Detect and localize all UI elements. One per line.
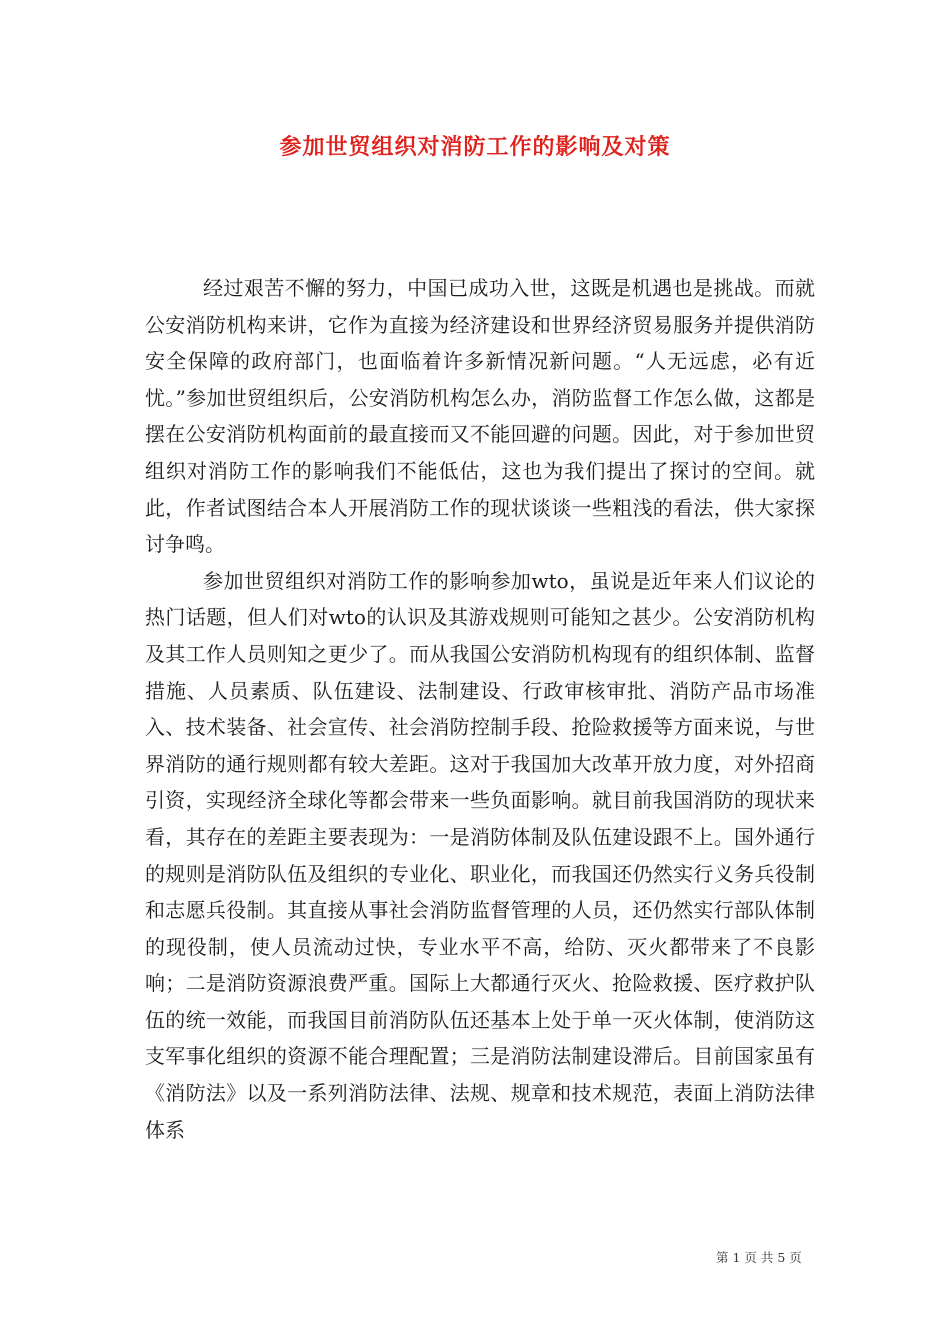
page-number: 第 1 页 共 5 页: [716, 1250, 802, 1265]
paragraph: 参加世贸组织对消防工作的影响参加wto，虽说是近年来人们议论的热门话题，但人们对wto的认识及其游戏规则可能知之甚少。公安消防机构及其工作人员则知之更少了。而从我国公安消防机构现有的组织体制、监督措施、人员素质、队伍建设、法制建设、行政审核审批、消防产品市场准入、技术装备、社会宣传、社会消防控制手段、抢险救援等方面来说，与世界消防的通行规则都有较大差距。这对于我国加大改革开放力度，对外招商引资，实现经济全球化等都会带来一些负面影响。就目前我国消防的现状来看，其存在的差距主要表现为：一是消防体制及队伍建设跟不上。国外通行的规则是消防队伍及组织的专业化、职业化，而我国还仍然实行义务兵役制和志愿兵役制。其直接从事社会消防监督管理的人员，还仍然实行部队体制的现役制，使人员流动过快，专业水平不高，给防、灭火都带来了不良影响；二是消防资源浪费严重。国际上大都通行灭火、抢险救援、医疗救护队伍的统一效能，而我国目前消防队伍还基本上处于单一灭火体制，使消防这支军事化组织的资源不能合理配置；三是消防法制建设滞后。目前国家虽有《消防法》以及一系列消防法律、法规、规章和技术规范，表面上消防法律体系: [145, 568, 815, 1142]
paragraph: 经过艰苦不懈的努力，中国已成功入世，这既是机遇也是挑战。而就公安消防机构来讲，它作为直接为经济建设和世界经济贸易服务并提供消防安全保障的政府部门，也面临着许多新情况新问题。“人无远虑，必有近忧。”参加世贸组织后，公安消防机构怎么办，消防监督工作怎么做，这都是摆在公安消防机构面前的最直接而又不能回避的问题。因此，对于参加世贸组织对消防工作的影响我们不能低估，这也为我们提出了探讨的空间。就此，作者试图结合本人开展消防工作的现状谈谈一些粗浅的看法，供大家探讨争鸣。: [145, 276, 815, 557]
document-body: [145, 270, 815, 1148]
document-title: 参加世贸组织对消防工作的影响及对策: [279, 134, 671, 160]
